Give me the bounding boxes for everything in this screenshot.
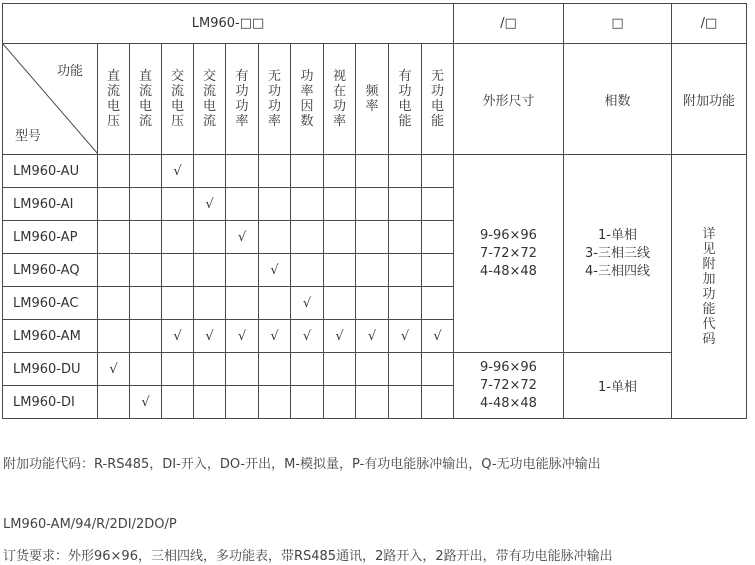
function-check-cell: √ bbox=[194, 188, 226, 221]
function-check-cell bbox=[130, 287, 162, 320]
ac-size-options-line: 7-72×72 bbox=[480, 245, 537, 261]
function-header-label: 无功功率 bbox=[267, 69, 281, 129]
function-check-cell bbox=[98, 155, 130, 188]
function-check-cell bbox=[130, 254, 162, 287]
function-check-cell bbox=[130, 320, 162, 353]
function-check-cell bbox=[356, 254, 389, 287]
model-name: LM960-AU bbox=[3, 155, 98, 188]
function-header bbox=[389, 44, 422, 155]
model-name: LM960-DU bbox=[3, 353, 98, 386]
function-check-cell bbox=[389, 155, 422, 188]
function-check-cell: √ bbox=[389, 320, 422, 353]
function-header bbox=[324, 44, 356, 155]
ac-size-options bbox=[454, 155, 564, 353]
function-check-cell bbox=[291, 386, 324, 419]
function-check-cell bbox=[130, 155, 162, 188]
function-check-cell bbox=[162, 287, 194, 320]
function-check-cell bbox=[259, 188, 291, 221]
function-check-cell bbox=[389, 188, 422, 221]
model-name: LM960-AC bbox=[3, 287, 98, 320]
model-name: LM960-AM bbox=[3, 320, 98, 353]
model-name: LM960-AP bbox=[3, 221, 98, 254]
phase-column-header: 相数 bbox=[564, 44, 672, 155]
function-check-cell bbox=[324, 386, 356, 419]
dc-size-options-line: 9-96×96 bbox=[480, 359, 537, 375]
function-header-label: 交流电流 bbox=[202, 69, 216, 129]
function-check-cell bbox=[259, 287, 291, 320]
table-row bbox=[3, 155, 747, 188]
function-check-cell: √ bbox=[291, 287, 324, 320]
function-header-label: 有功电能 bbox=[398, 69, 412, 129]
function-check-cell bbox=[324, 353, 356, 386]
function-header bbox=[422, 44, 454, 155]
function-check-cell bbox=[98, 221, 130, 254]
function-check-cell bbox=[194, 155, 226, 188]
order-example: LM960-AM/94/R/2DI/2DO/P bbox=[3, 517, 177, 532]
function-check-cell: √ bbox=[291, 320, 324, 353]
function-check-cell bbox=[291, 188, 324, 221]
model-code-title: LM960-□□ bbox=[3, 4, 454, 44]
function-check-cell: √ bbox=[226, 221, 259, 254]
function-header-label: 直流电流 bbox=[138, 69, 152, 129]
function-check-cell bbox=[259, 155, 291, 188]
order-requirement: 订货要求：外形96×96，三相四线，多功能表，带RS485通讯，2路开入，2路开出，带有功电能脉冲输出 bbox=[3, 549, 613, 564]
function-header bbox=[194, 44, 226, 155]
function-check-cell: √ bbox=[226, 320, 259, 353]
function-check-cell: √ bbox=[356, 320, 389, 353]
function-check-cell bbox=[162, 188, 194, 221]
function-check-cell bbox=[98, 254, 130, 287]
function-check-cell: √ bbox=[98, 353, 130, 386]
function-check-cell bbox=[162, 353, 194, 386]
ac-phase-options-line: 4-三相四线 bbox=[585, 263, 650, 279]
function-check-cell bbox=[162, 254, 194, 287]
ac-phase-options-line: 1-单相 bbox=[598, 227, 637, 243]
dc-size-options-line: 4-48×48 bbox=[480, 395, 537, 411]
function-header bbox=[259, 44, 291, 155]
function-check-cell bbox=[259, 353, 291, 386]
function-check-cell bbox=[389, 254, 422, 287]
size-code-header: /□ bbox=[454, 4, 564, 44]
function-check-cell: √ bbox=[130, 386, 162, 419]
function-check-cell: √ bbox=[259, 320, 291, 353]
function-check-cell bbox=[291, 155, 324, 188]
function-check-cell bbox=[194, 287, 226, 320]
size-column-header: 外形尺寸 bbox=[454, 44, 564, 155]
phase-code-header: □ bbox=[564, 4, 672, 44]
function-check-cell bbox=[389, 353, 422, 386]
function-check-cell bbox=[98, 287, 130, 320]
function-check-cell bbox=[259, 386, 291, 419]
corner-model-label: 型号 bbox=[15, 129, 42, 144]
function-check-cell bbox=[356, 221, 389, 254]
function-header-label: 无功电能 bbox=[430, 69, 444, 129]
function-check-cell bbox=[356, 155, 389, 188]
function-check-cell bbox=[226, 254, 259, 287]
function-check-cell bbox=[98, 386, 130, 419]
function-check-cell bbox=[324, 221, 356, 254]
function-header bbox=[226, 44, 259, 155]
function-check-cell bbox=[98, 320, 130, 353]
ac-phase-options bbox=[564, 155, 672, 353]
function-header-label: 频率 bbox=[365, 84, 379, 114]
dc-size-options bbox=[454, 353, 564, 419]
dc-phase-option: 1-单相 bbox=[564, 353, 672, 419]
function-check-cell bbox=[356, 287, 389, 320]
extra-code-header: /□ bbox=[672, 4, 747, 44]
function-check-cell bbox=[356, 353, 389, 386]
function-check-cell bbox=[324, 188, 356, 221]
model-name: LM960-DI bbox=[3, 386, 98, 419]
function-check-cell: √ bbox=[259, 254, 291, 287]
function-check-cell: √ bbox=[324, 320, 356, 353]
function-header-label: 功率因数 bbox=[300, 69, 314, 129]
function-check-cell bbox=[291, 254, 324, 287]
function-check-cell bbox=[324, 287, 356, 320]
function-check-cell: √ bbox=[162, 155, 194, 188]
function-header bbox=[130, 44, 162, 155]
table-row bbox=[3, 353, 747, 386]
function-header bbox=[98, 44, 130, 155]
function-check-cell bbox=[130, 188, 162, 221]
function-check-cell bbox=[291, 353, 324, 386]
function-check-cell bbox=[259, 221, 291, 254]
function-check-cell: √ bbox=[422, 320, 454, 353]
extra-codes-note: 附加功能代码：R-RS485，DI-开入，DO-开出，M-模拟量，P-有功电能脉冲输出，Q-无功电能脉冲输出 bbox=[3, 457, 601, 472]
function-header-label: 视在功率 bbox=[332, 69, 346, 129]
function-header-label: 交流电压 bbox=[170, 69, 184, 129]
corner-header bbox=[3, 44, 98, 155]
function-check-cell bbox=[291, 221, 324, 254]
function-check-cell bbox=[162, 221, 194, 254]
function-check-cell bbox=[194, 221, 226, 254]
function-check-cell bbox=[130, 353, 162, 386]
function-check-cell bbox=[389, 287, 422, 320]
function-check-cell bbox=[194, 353, 226, 386]
function-check-cell bbox=[226, 353, 259, 386]
function-check-cell bbox=[98, 188, 130, 221]
ac-size-options-line: 9-96×96 bbox=[480, 227, 537, 243]
function-check-cell bbox=[389, 386, 422, 419]
function-check-cell: √ bbox=[162, 320, 194, 353]
ac-phase-options-line: 3-三相三线 bbox=[585, 245, 650, 261]
model-name: LM960-AQ bbox=[3, 254, 98, 287]
extra-function-note bbox=[672, 155, 747, 419]
function-check-cell bbox=[226, 386, 259, 419]
function-check-cell bbox=[422, 221, 454, 254]
function-check-cell bbox=[389, 221, 422, 254]
function-header bbox=[162, 44, 194, 155]
function-check-cell bbox=[194, 386, 226, 419]
function-check-cell bbox=[422, 188, 454, 221]
dc-size-options-line: 7-72×72 bbox=[480, 377, 537, 393]
model-selection-table bbox=[2, 3, 747, 419]
function-check-cell bbox=[130, 221, 162, 254]
function-check-cell bbox=[162, 386, 194, 419]
function-check-cell bbox=[422, 155, 454, 188]
model-name: LM960-AI bbox=[3, 188, 98, 221]
function-header-label: 有功功率 bbox=[235, 69, 249, 129]
ac-size-options-line: 4-48×48 bbox=[480, 263, 537, 279]
function-check-cell bbox=[422, 353, 454, 386]
function-check-cell bbox=[226, 155, 259, 188]
function-header-label: 直流电压 bbox=[106, 69, 120, 129]
function-header bbox=[291, 44, 324, 155]
function-check-cell bbox=[422, 254, 454, 287]
function-check-cell: √ bbox=[194, 320, 226, 353]
function-check-cell bbox=[356, 188, 389, 221]
function-check-cell bbox=[226, 287, 259, 320]
extra-column-header: 附加功能 bbox=[672, 44, 747, 155]
function-check-cell bbox=[324, 254, 356, 287]
function-check-cell bbox=[324, 155, 356, 188]
function-check-cell bbox=[356, 386, 389, 419]
function-check-cell bbox=[226, 188, 259, 221]
function-check-cell bbox=[422, 386, 454, 419]
extra-function-note-text: 详见附加功能代码 bbox=[702, 226, 716, 347]
corner-function-label: 功能 bbox=[56, 64, 83, 79]
function-check-cell bbox=[194, 254, 226, 287]
function-header bbox=[356, 44, 389, 155]
function-check-cell bbox=[422, 287, 454, 320]
